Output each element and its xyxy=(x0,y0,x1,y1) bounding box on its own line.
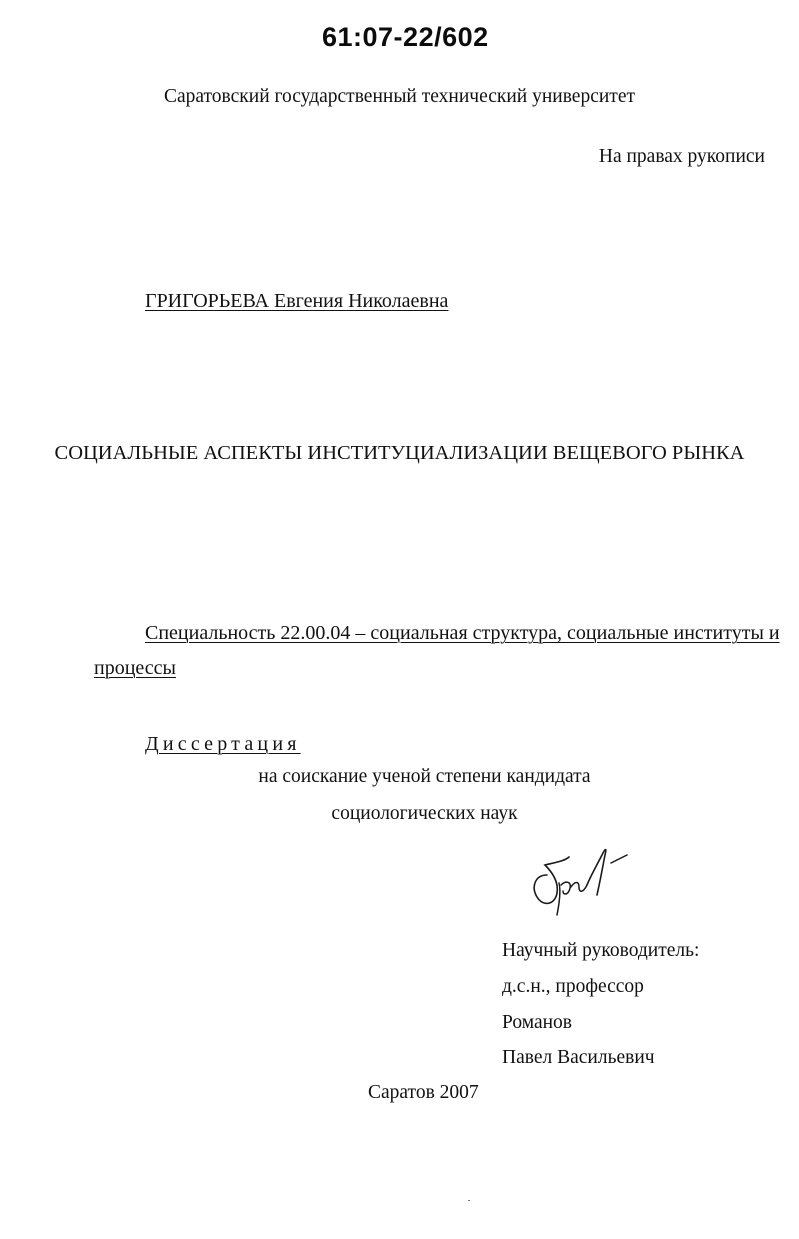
author-surname: ГРИГОРЬЕВА xyxy=(145,290,269,312)
degree-line-2: социологических наук xyxy=(331,803,518,824)
specialty-line-1: Специальность 22.00.04 – социальная структура, социальные институты и xyxy=(145,622,780,644)
supervisor-rank: д.с.н., профессор xyxy=(502,976,644,997)
archive-stamp-number: 61:07-22/602 xyxy=(322,22,489,52)
supervisor-surname: Романов xyxy=(502,1012,572,1033)
degree-line-1: на соискание ученой степени кандидата xyxy=(258,766,591,787)
rights-note: На правах рукописи xyxy=(598,146,765,167)
specialty-line-2: процессы xyxy=(94,657,176,679)
author-given-names: Евгения Николаевна xyxy=(273,290,449,312)
author-name xyxy=(145,290,448,313)
supervisor-label: Научный руководитель: xyxy=(502,940,700,961)
signature-icon xyxy=(525,825,640,920)
city-year: Саратов 2007 xyxy=(368,1082,479,1103)
institution-name: Саратовский государственный технический университет xyxy=(163,86,636,107)
supervisor-given-names: Павел Васильевич xyxy=(502,1047,655,1068)
scan-speck xyxy=(468,1200,470,1201)
work-type-heading: Диссертация xyxy=(145,733,301,755)
dissertation-title: СОЦИАЛЬНЫЕ АСПЕКТЫ ИНСТИТУЦИАЛИЗАЦИИ ВЕЩЕВОГО РЫНКА xyxy=(54,442,745,464)
